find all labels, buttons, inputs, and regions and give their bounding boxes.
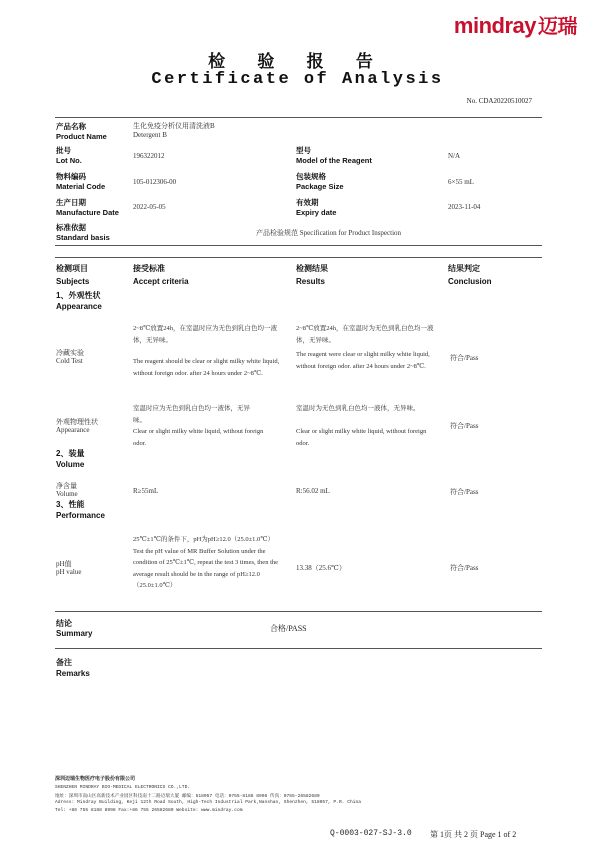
appearance-subject-cn: 外观物理性状: [56, 418, 98, 426]
cold-test-result-en: The reagent were clear or slight milky white liquid, without foreign odor. after 24 hours under 2~8℃.: [296, 351, 430, 370]
logo-text-cn: 迈瑞: [538, 16, 577, 38]
cold-test-subject-en: Cold Test: [56, 357, 83, 365]
appearance-result-en: Clear or slight milky white liquid, without foreign odor.: [296, 428, 427, 447]
product-name-value-cn: 生化免疫分析仪用清洗液B: [133, 122, 215, 130]
model-label-en: Model of the Reagent: [296, 156, 372, 165]
remarks-label-cn: 备注: [56, 658, 72, 667]
appearance-result-cn: 室温时为无色到乳白色均一液体，无异味。: [296, 405, 420, 412]
cold-test-criteria-en: The reagent should be clear or slight milky white liquid, without foreign odor. after 24 hours under 2~8℃.: [133, 358, 280, 377]
summary-label-en: Summary: [56, 629, 93, 638]
model-label-cn: 型号: [296, 146, 311, 155]
divider: [55, 245, 542, 246]
standard-label-cn: 标准依据: [56, 223, 86, 232]
product-name-label-cn: 产品名称: [56, 122, 86, 131]
footer-company-en: SHENZHEN MINDRAY BIO-MEDICAL ELECTRONICS CO.,LTD.: [55, 785, 191, 790]
conclusion-header-en: Conclusion: [448, 277, 492, 286]
section-volume-en: Volume: [56, 460, 85, 469]
volume-subject-en: Volume: [56, 490, 78, 498]
package-size-value: 6×55 mL: [448, 178, 474, 186]
ph-result: 13.38（25.6℃）: [296, 564, 346, 572]
divider: [55, 117, 542, 118]
mfg-date-label-en: Manufacture Date: [56, 208, 119, 217]
expiry-date-value: 2023-11-04: [448, 203, 481, 211]
ph-subject-en: pH value: [56, 568, 82, 576]
ph-criteria: 25℃±1℃的条件下，pH为pH≥12.0（25.0±1.0℃）Test the pH value of MR Buffer Solution under the condition of 25℃±1℃, repeat the test 3 times, then the average result should be in the range of pH≥12.0（25.0±1.0℃）: [133, 536, 279, 589]
section-performance-en: Performance: [56, 511, 105, 520]
criteria-header-cn: 接受标准: [133, 264, 165, 273]
page-number: 第 1页 共 2 页 Page 1 of 2: [430, 830, 517, 839]
section-appearance-cn: 1、外观性状: [56, 291, 101, 300]
lot-no-label-cn: 批号: [56, 146, 71, 155]
standard-value: 产品检验规范 Specification for Product Inspection: [256, 229, 402, 237]
title-en: Certificate of Analysis: [151, 70, 444, 89]
material-code-label-en: Material Code: [56, 182, 106, 191]
logo-text: mindray: [453, 13, 536, 38]
subjects-header-en: Subjects: [56, 277, 90, 286]
footer-company-cn: 深圳迈瑞生物医疗电子股份有限公司: [55, 776, 136, 782]
section-performance-cn: 3、性能: [56, 500, 85, 509]
results-header-cn: 检测结果: [296, 264, 328, 273]
volume-subject-cn: 净含量: [56, 482, 77, 490]
expiry-date-label-cn: 有效期: [296, 198, 319, 207]
model-value: N/A: [448, 152, 461, 160]
package-size-label-cn: 包装规格: [296, 172, 326, 181]
mfg-date-value: 2022-05-05: [133, 203, 166, 211]
footer-address-en: Adress: Mindray Building, Keji 12th Road South, High-Tech Industrial Park,Nanshan, Shenzhen, 518057, P.R. China: [55, 800, 361, 805]
standard-label-en: Standard basis: [56, 233, 110, 242]
appearance-criteria-en: Clear or slight milky white liquid, without foreign odor.: [133, 428, 264, 447]
cold-test-subject-cn: 冷藏实验: [56, 349, 84, 357]
volume-criteria: R≥55mL: [133, 487, 159, 495]
cold-test-result-cn: 2~8℃放置24h，在室温时为无色到乳白色均一液体，无异味。: [296, 325, 434, 344]
criteria-header-en: Accept criteria: [133, 277, 189, 286]
lot-no-label-en: Lot No.: [56, 156, 82, 165]
document-code: Q-0003-027-SJ-3.0: [330, 829, 412, 838]
mfg-date-label-cn: 生产日期: [56, 198, 86, 207]
conclusion-header-cn: 结果判定: [448, 264, 480, 273]
appearance-conclusion: 符合/Pass: [450, 422, 479, 430]
product-name-value-en: Detergent B: [133, 131, 167, 139]
footer-address-cn: 地址：深圳市南山区高新技术产业园区科技南十二路迈瑞大厦 邮编：518057 电话：0755-8188 8998 传真：0755-26582680: [55, 794, 320, 799]
divider: [55, 257, 542, 258]
remarks-label-en: Remarks: [56, 669, 90, 678]
package-size-label-en: Package Size: [296, 182, 344, 191]
ph-subject-cn: pH值: [56, 560, 72, 568]
volume-conclusion: 符合/Pass: [450, 488, 479, 496]
ph-conclusion: 符合/Pass: [450, 564, 479, 572]
section-appearance-en: Appearance: [56, 302, 102, 311]
appearance-criteria-cn: 室温时应为无色到乳白色均一液体，无异味。: [133, 405, 250, 424]
certificate-number: No. CDA20220510027: [466, 97, 532, 105]
divider: [55, 611, 542, 612]
footer-contact: Tel: +86 755 8188 8998 Fax:+86 755 26582680 Website: www.mindray.com: [55, 808, 243, 813]
appearance-subject-en: Appearance: [56, 426, 90, 434]
results-header-en: Results: [296, 277, 325, 286]
lot-no-value: 196322012: [133, 152, 165, 160]
summary-label-cn: 结论: [56, 619, 72, 628]
section-volume-cn: 2、装量: [56, 449, 85, 458]
expiry-date-label-en: Expiry date: [296, 208, 337, 217]
cold-test-criteria-cn: 2~8℃放置24h，在室温时应为无色到乳白色均一液体，无异味。: [133, 325, 278, 344]
material-code-label-cn: 物料编码: [56, 172, 86, 181]
product-name-label-en: Product Name: [56, 132, 107, 141]
cold-test-conclusion: 符合/Pass: [450, 354, 479, 362]
volume-result: R:56.02 mL: [296, 487, 330, 495]
mindray-logo: [454, 10, 577, 39]
subjects-header-cn: 检测项目: [56, 264, 88, 273]
divider: [55, 648, 542, 649]
material-code-value: 105-012306-00: [133, 178, 177, 186]
summary-value: 合格/PASS: [270, 624, 307, 633]
title-cn: 检 验 报 告: [208, 52, 387, 71]
